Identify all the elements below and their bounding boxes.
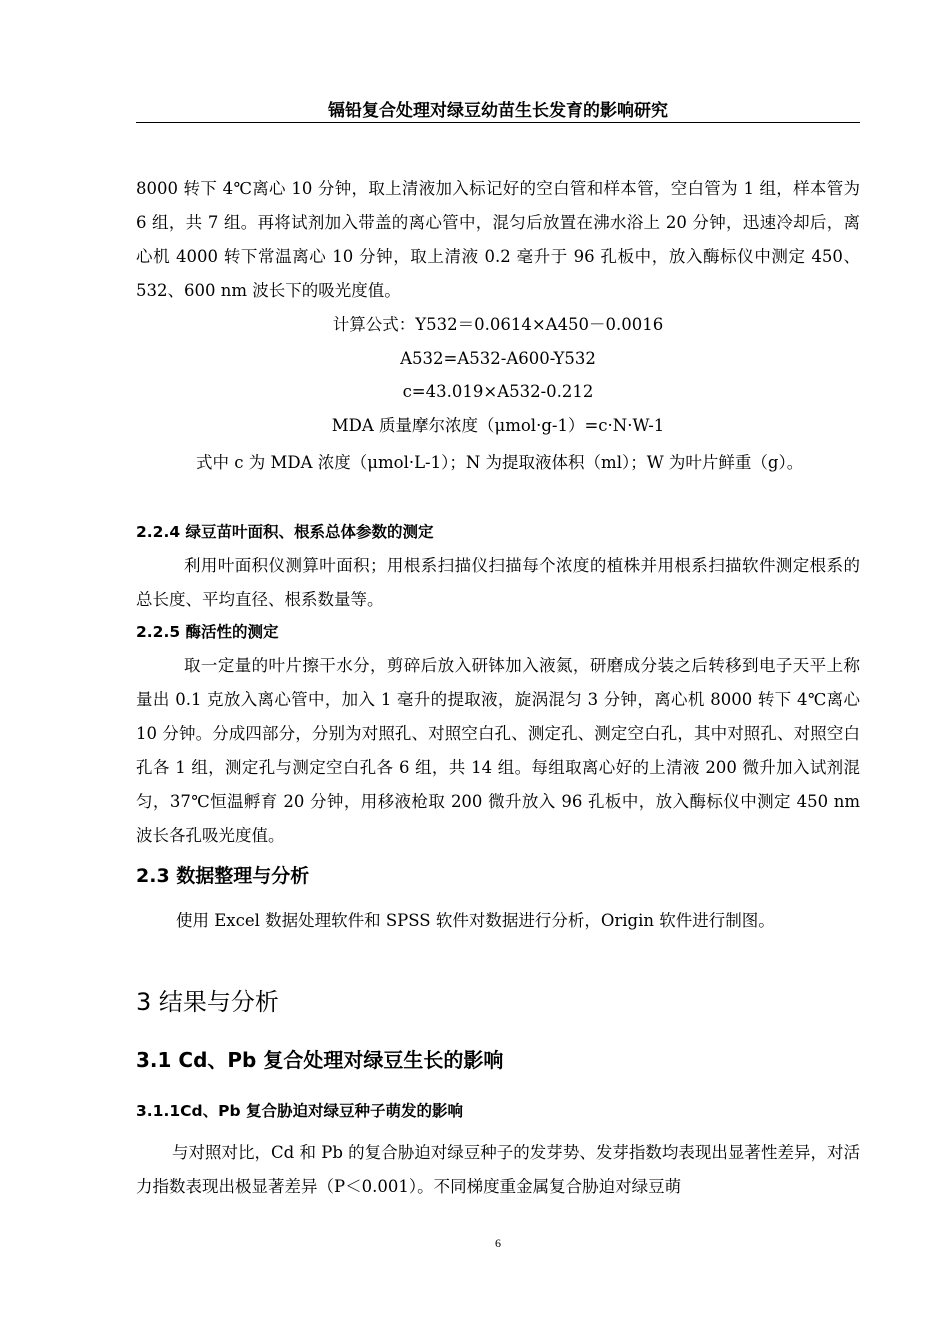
heading-2-3: 2.3 数据整理与分析 [136, 865, 310, 887]
running-header: 镉铅复合处理对绿豆幼苗生长发育的影响研究 [136, 96, 860, 123]
heading-3-1: 3.1 Cd、Pb 复合处理对绿豆生长的影响 [136, 1048, 504, 1072]
formula-concentration: c=43.019×A532-0.212 [402, 382, 594, 401]
formula-mda: MDA 质量摩尔浓度（μmol·g-1）=c·N·W-1 [331, 416, 665, 435]
paragraph-germination: 与对照对比，Cd 和 Pb 的复合胁迫对绿豆种子的发芽势、发芽指数均表现出显著性差异，对活力指数表现出极显著差异（P＜0.001）。不同梯度重金属复合胁迫对绿豆萌 [136, 1143, 860, 1196]
page-number: 6 [495, 1236, 501, 1250]
paragraph-formula-legend: 式中 c 为 MDA 浓度（μmol·L-1）；N 为提取液体积（ml）；W 为叶片鲜重（g）。 [196, 453, 804, 472]
formula-a532: A532=A532-A600-Y532 [400, 349, 596, 368]
paragraph-leaf-area: 利用叶面积仪测算叶面积；用根系扫描仪扫描每个浓度的植株并用根系扫描软件测定根系的总长度、平均直径、根系数量等。 [136, 556, 860, 609]
paragraph-enzyme-activity: 取一定量的叶片擦干水分，剪碎后放入研钵加入液氮，研磨成分装之后转移到电子天平上称量出 0.1 克放入离心管中，加入 1 毫升的提取液，旋涡混匀 3 分钟，离心机 8000 转下 4℃离心 10 分钟。分成四部分，分别为对照孔、对照空白孔、测定孔、测定空白孔，其中对照孔、对照空白孔各 1 组，测定孔与测定空白孔各 6 组，共 14 组。每组取离心好的上清液 200 微升加入试剂混匀，37℃恒温孵育 20 分钟，用移液枪取 200 微升放入 96 孔板中，放入酶标仪中测定 450 nm 波长各孔吸光度值。 [136, 656, 860, 845]
heading-2-2-5: 2.2.5 酶活性的测定 [136, 623, 279, 641]
paragraph-centrifuge-procedure: 8000 转下 4℃离心 10 分钟，取上清液加入标记好的空白管和样本管，空白管为 1 组，样本管为 6 组，共 7 组。再将试剂加入带盖的离心管中，混匀后放置在沸水浴上 20 分钟，迅速冷却后，离心机 4000 转下常温离心 10 分钟，取上清液 0.2 毫升于 96 孔板中，放入酶标仪中测定 450、532、600 nm 波长下的吸光度值。 [136, 179, 860, 300]
heading-2-2-4: 2.2.4 绿豆苗叶面积、根系总体参数的测定 [136, 523, 434, 541]
formula-y532: 计算公式：Y532＝0.0614×A450－0.0016 [332, 315, 664, 334]
heading-3: 3 结果与分析 [136, 988, 279, 1016]
paragraph-data-analysis: 使用 Excel 数据处理软件和 SPSS 软件对数据进行分析，Origin 软件进行制图。 [176, 911, 775, 930]
heading-3-1-1: 3.1.1Cd、Pb 复合胁迫对绿豆种子萌发的影响 [136, 1102, 463, 1120]
